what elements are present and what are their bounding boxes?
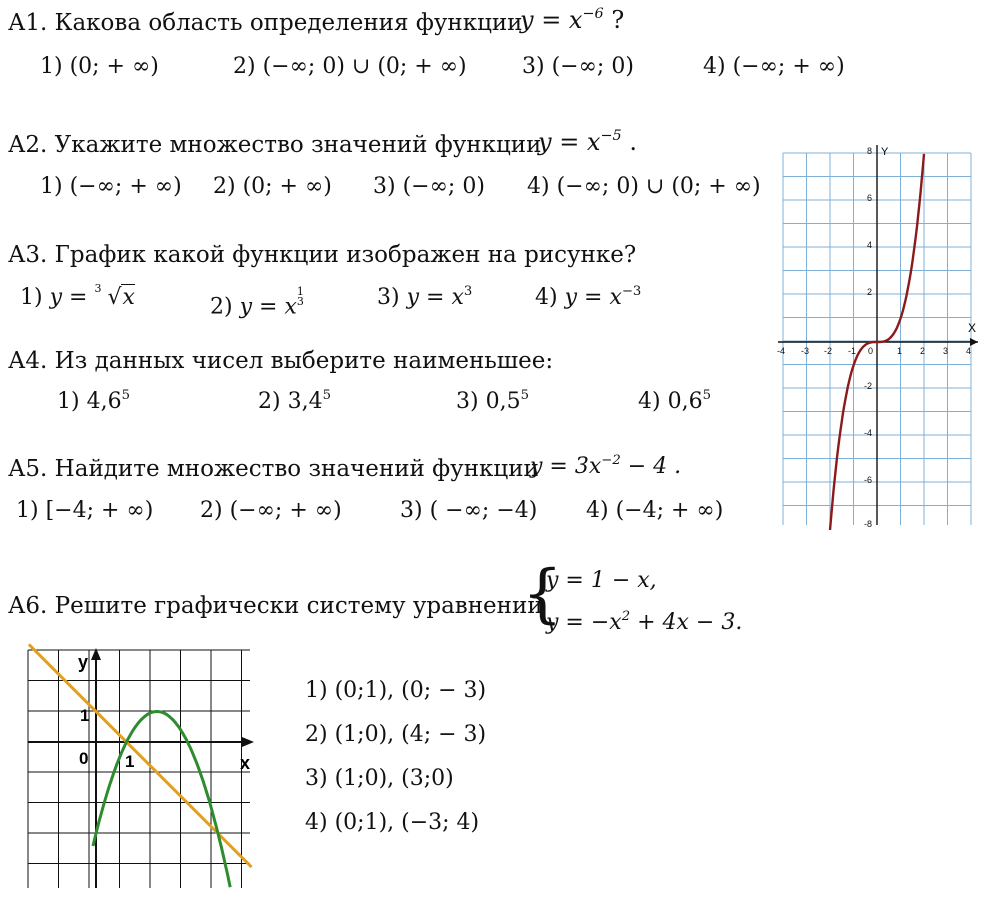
system-brace: { [522,557,563,631]
a3-y-tick: 2 [867,287,873,297]
a3-x-tick: 0 [868,346,874,356]
a3-y-tick: -8 [864,519,873,529]
question-a5-text: А5. Найдите множество значений функции [8,456,539,482]
a6-origin-label: 0 [79,749,89,768]
a3-x-tick: -2 [824,346,833,356]
a6-parabola [93,712,230,888]
a3-y-tick: -2 [864,381,873,391]
a5-option-4[interactable]: 4) (−4; + ∞) [586,498,724,523]
question-a1-text: А1. Какова область определения функции [8,10,523,36]
a3-option-2[interactable]: 2) y = x 1 3 [210,285,304,320]
a1-option-4[interactable]: 4) (−∞; + ∞) [703,54,845,79]
a6-option-4[interactable]: 4) (0;1), (−3; 4) [305,810,480,835]
question-a6-text: А6. Решите графически систему уравнений [8,593,543,619]
a6-y-unit-label: 1 [80,706,90,725]
a6-graph-axes [28,650,250,888]
a3-y-tick: 8 [867,146,873,156]
a3-function-graph [776,140,982,530]
a3-x-tick: 1 [897,346,903,356]
a6-x-unit-label: 1 [125,752,135,771]
a4-option-4[interactable]: 4) $0,6^5$ [638,387,711,414]
a1-option-1[interactable]: 1) (0; + ∞) [40,54,159,79]
a5-option-3[interactable]: 3) ( −∞; −4) [400,498,538,523]
a6-x-axis-label: x [240,753,251,773]
a2-option-2[interactable]: 2) (0; + ∞) [213,174,332,199]
a3-x-tick: 3 [943,346,949,356]
a5-option-2[interactable]: 2) (−∞; + ∞) [200,498,342,523]
a6-x-axis-arrow [242,737,254,747]
a1-option-3[interactable]: 3) (−∞; 0) [522,54,634,79]
question-a3-text: А3. График какой функции изображен на рисунке? [8,242,637,268]
question-a2-formula: $y = x^{-5}$ . [538,127,637,156]
a6-y-axis-label: y [78,652,89,672]
a3-x-tick: -1 [848,346,857,356]
a3-option-3[interactable]: 3) $y = x^3$ [377,283,473,310]
a5-option-1[interactable]: 1) [−4; + ∞) [16,498,154,523]
a6-option-3[interactable]: 3) (1;0), (3;0) [305,766,454,791]
a3-x-tick: 4 [966,346,972,356]
system-equation-1: y = 1 − x, [546,568,657,593]
a3-option-4[interactable]: 4) $y = x^{-3}$ [535,283,642,310]
a4-option-2[interactable]: 2) $3,4^5$ [258,387,331,414]
a3-y-tick: -4 [864,428,873,438]
a4-option-1[interactable]: 1) $4,6^5$ [57,387,130,414]
a2-option-3[interactable]: 3) (−∞; 0) [373,174,485,199]
a3-x-axis-arrow [970,338,978,346]
a3-y-tick: 4 [867,240,873,250]
question-a1-formula: $y = x^{-6}$ ? [520,5,625,34]
a1-option-2[interactable]: 2) (−∞; 0) ∪ (0; + ∞) [233,54,467,79]
a3-x-tick: -4 [777,346,786,356]
a3-x-axis-label: X [968,321,977,335]
a2-option-4[interactable]: 4) (−∞; 0) ∪ (0; + ∞) [527,174,761,199]
question-a2-text: А2. Укажите множество значений функции [8,132,542,158]
question-a4-text: А4. Из данных чисел выберите наименьшее: [8,348,554,374]
a3-y-tick-labels [864,146,872,529]
a6-system-graph [20,640,260,890]
a3-x-tick-labels [777,346,971,356]
a4-option-3[interactable]: 3) $0,5^5$ [456,387,529,414]
a3-x-tick: 2 [920,346,926,356]
a6-option-1[interactable]: 1) (0;1), (0; − 3) [305,678,487,703]
a6-option-2[interactable]: 2) (1;0), (4; − 3) [305,722,487,747]
a3-x-tick: -3 [801,346,810,356]
a3-y-tick: 6 [867,193,873,203]
a3-y-tick: -6 [864,475,873,485]
question-a5-formula: $y = 3x^{-2} - 4$ . [530,452,682,479]
a2-option-1[interactable]: 1) (−∞; + ∞) [40,174,182,199]
system-equation-2: $y = -x^2 + 4x - 3$. [546,608,743,635]
a6-graph-grid [28,650,250,888]
a3-y-axis-label: Y [881,146,889,158]
a3-option-1[interactable]: 1) y = 3 √x [20,282,135,310]
